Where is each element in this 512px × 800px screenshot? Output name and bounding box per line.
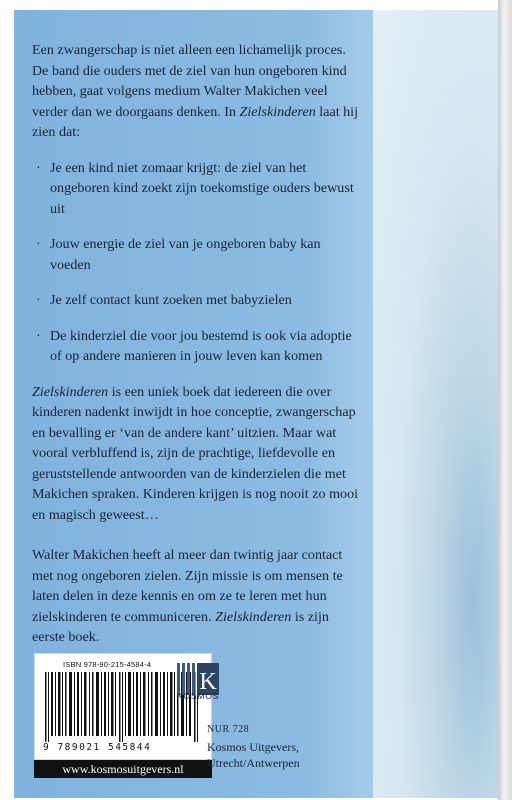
author-text-end: is zijn eerste boek.	[32, 608, 329, 645]
cover-right-panel	[373, 10, 498, 798]
blurb-text	[32, 40, 362, 648]
bullet-dot: ·	[36, 236, 41, 252]
bullet-text: De kinderziel die voor jou bestemd is ook via adoptie of op andere manieren in jouw leven kan komen	[50, 327, 352, 364]
bullet-item	[32, 290, 362, 311]
cover-panel	[14, 10, 498, 798]
bullet-dot: ·	[36, 292, 41, 308]
publisher-city: Utrecht/Antwerpen	[207, 756, 300, 770]
page-edge	[498, 0, 512, 800]
bullet-text: Je een kind niet zomaar krijgt: de ziel van het ongeboren kind zoekt zijn toekomstige ouders bewust uit	[50, 159, 354, 217]
intro-text-2: laat hij zien dat:	[32, 103, 359, 140]
nur-code: NUR 728	[207, 724, 250, 735]
bullet-dot: ·	[36, 327, 41, 344]
logo-letter: K	[199, 669, 217, 695]
intro-text-1: Een zwangerschap is niet alleen een lichamelijk proces. De band die ouders met de ziel van hun ongeboren kind hebben, gaat volgens medium Walter Makichen veel verder dan we doorgaans denken. In	[32, 42, 347, 120]
intro-title: Zielskinderen	[239, 103, 316, 120]
bullet-text: Jouw energie de ziel van je ongeboren baby kan voeden	[50, 236, 321, 273]
author-title: Zielskinderen	[215, 608, 292, 625]
bullet-item	[32, 158, 362, 220]
author-text: Walter Makichen heeft al meer dan twintig jaar contact met nog ongeboren zielen. Zijn missie is om mensen te laten delen in deze kennis en om ze te leren met hun zielskinderen te communiceren.	[32, 547, 343, 625]
isbn-label: ISBN 978-90-215-4584-4	[63, 660, 152, 669]
barcode-digits: 9 789021 545844	[43, 742, 152, 753]
publisher-info	[207, 722, 300, 772]
bullet-text: Je zelf contact kunt zoeken met babyzielen	[50, 292, 292, 308]
description-paragraph	[32, 382, 362, 526]
description-text: is een uniek boek dat iedereen die over kinderen nadenkt inwijdt in hoe conceptie, zwangerschap en bevalling er ‘van de andere kant’ uitzien. Maar wat vooral verbluffend is, zijn de prachtige, liefdevolle en geruststellende antwoorden van de kinderzielen die met Makichen spraken. Kinderen krijgen is nog nooit zo mooi en magisch geweest…	[32, 383, 359, 523]
author-paragraph	[32, 545, 362, 648]
logo-name: KOSMOS	[177, 691, 220, 701]
bullet-dot: ·	[36, 159, 41, 176]
publisher-name: Kosmos Uitgevers,	[207, 739, 299, 754]
bullet-item	[32, 326, 362, 367]
website-link[interactable]: www.kosmosuitgevers.nl	[34, 760, 212, 778]
description-title: Zielskinderen	[32, 383, 109, 400]
intro-paragraph	[32, 40, 362, 143]
bullet-item	[32, 234, 362, 275]
